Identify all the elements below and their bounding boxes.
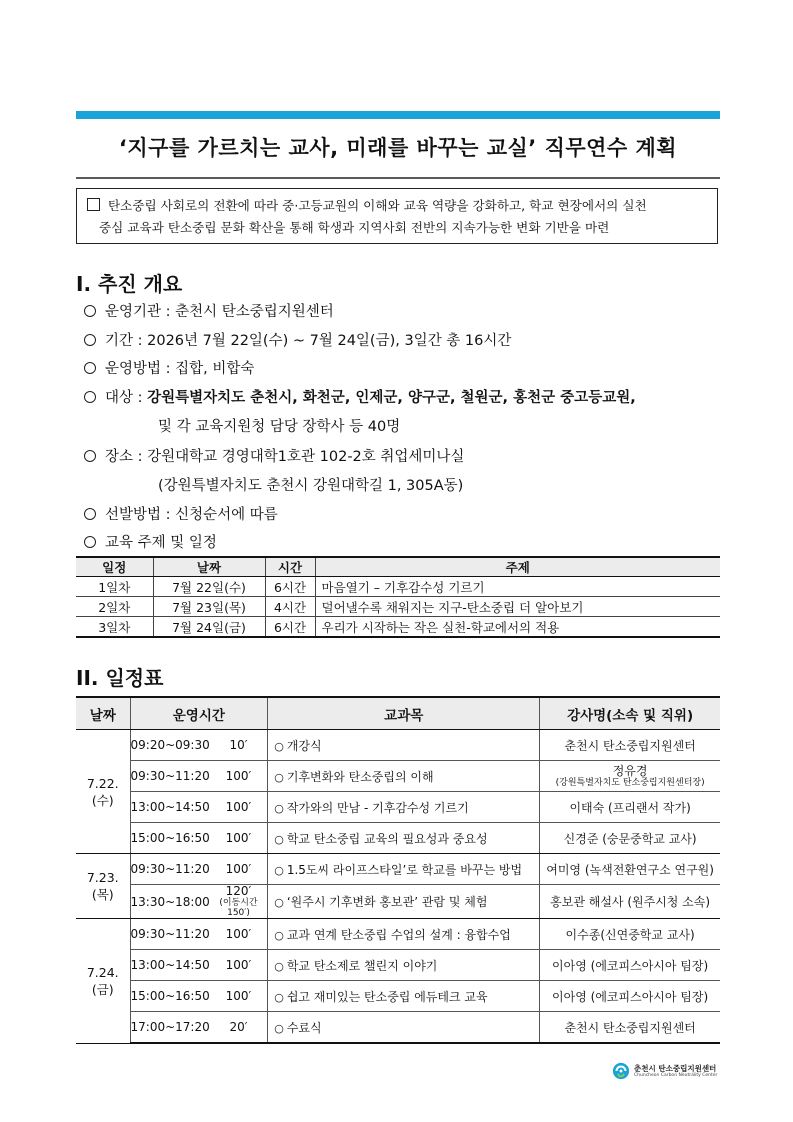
document-title: ‘지구를 가르치는 교사, 미래를 바꾸는 교실’ 직무연수 계획 bbox=[118, 136, 678, 160]
table-row bbox=[76, 597, 720, 617]
topic-day: 3일차 bbox=[76, 617, 153, 638]
overview-target bbox=[84, 386, 636, 410]
session-time: 13:00~14:50 bbox=[130, 792, 210, 823]
overview-topics bbox=[84, 531, 217, 555]
session-minutes: 100′ bbox=[210, 919, 268, 950]
table-row bbox=[76, 885, 720, 919]
session-time: 13:00~14:50 bbox=[130, 950, 210, 981]
circle-bullet-icon bbox=[84, 305, 96, 317]
session-instructor: 이아영 (에코피스아시아 팀장) bbox=[540, 950, 720, 981]
session-time: 13:30~18:00 bbox=[130, 885, 210, 919]
overview-method bbox=[84, 357, 254, 381]
session-minutes: 100′ bbox=[210, 792, 268, 823]
hollow-circle-icon: ○ bbox=[274, 1021, 284, 1035]
session-instructor: 춘천시 탄소중립지원센터 bbox=[540, 1012, 720, 1044]
hollow-circle-icon: ○ bbox=[274, 959, 284, 973]
topic-table-header bbox=[76, 557, 720, 577]
schedule-weekday: (목) bbox=[91, 887, 114, 902]
hollow-circle-icon: ○ bbox=[274, 832, 284, 846]
session-instructor: 춘천시 탄소중립지원센터 bbox=[540, 730, 720, 761]
session-course bbox=[268, 919, 540, 950]
hollow-circle-icon: ○ bbox=[274, 739, 284, 753]
session-course bbox=[268, 823, 540, 854]
overview-method-text: 운영방법 : 집합, 비합숙 bbox=[105, 361, 255, 377]
session-minutes bbox=[210, 885, 268, 919]
topic-hours: 4시간 bbox=[265, 597, 315, 617]
session-course bbox=[268, 792, 540, 823]
hollow-circle-icon: ○ bbox=[274, 928, 284, 942]
hollow-circle-icon: ○ bbox=[274, 863, 284, 877]
schedule-header-course: 교과목 bbox=[268, 697, 540, 730]
purpose-line-2: 중심 교육과 탄소중립 문화 확산을 통해 학생과 지역사회 전반의 지속가능한 변화 기반을 마련 bbox=[99, 220, 610, 235]
session-minutes: 100′ bbox=[210, 854, 268, 885]
logo-name-en: Chuncheon Carbon Neutrality Center bbox=[634, 1073, 718, 1078]
session-instructor-name: 정유경 bbox=[612, 763, 648, 778]
session-minutes-value: 120′ bbox=[225, 884, 252, 898]
schedule-header-instructor: 강사명(소속 및 직위) bbox=[540, 697, 720, 730]
schedule-weekday: (수) bbox=[91, 792, 114, 808]
schedule-header bbox=[76, 697, 720, 730]
table-row bbox=[76, 730, 720, 761]
session-course-text: 1.5도씨 라이프스타일’로 학교를 바꾸는 방법 bbox=[286, 862, 523, 877]
table-row bbox=[76, 577, 720, 597]
session-minutes: 10′ bbox=[210, 730, 268, 761]
topic-header-date: 날짜 bbox=[153, 557, 265, 577]
hollow-circle-icon: ○ bbox=[274, 801, 284, 815]
session-course bbox=[268, 761, 540, 792]
session-instructor: 이태숙 (프리랜서 작가) bbox=[540, 792, 720, 823]
session-instructor-affiliation: (강원특별자치도 탄소중립지원센터장) bbox=[555, 777, 705, 788]
session-time: 09:30~11:20 bbox=[130, 919, 210, 950]
session-course bbox=[268, 854, 540, 885]
table-row bbox=[76, 950, 720, 981]
logo-name: 춘천시 탄소중립지원센터 bbox=[634, 1064, 717, 1073]
circle-bullet-icon bbox=[84, 536, 96, 548]
center-logo bbox=[612, 1062, 722, 1082]
table-row bbox=[76, 1012, 720, 1044]
overview-target-label: 대상 : bbox=[105, 390, 148, 406]
session-minutes: 100′ bbox=[210, 950, 268, 981]
session-course bbox=[268, 950, 540, 981]
schedule-date-cell bbox=[76, 919, 130, 1044]
table-row bbox=[76, 981, 720, 1012]
topic-header-day: 일정 bbox=[76, 557, 153, 577]
session-course-text: 작가와의 만남 - 기후감수성 기르기 bbox=[286, 800, 469, 815]
purpose-line-1: 탄소중립 사회로의 전환에 따라 중·고등교원의 이해와 교육 역량을 강화하고, 학교 현장에서의 실천 bbox=[108, 198, 647, 213]
topic-date: 7월 24일(금) bbox=[153, 617, 265, 638]
session-time: 09:30~11:20 bbox=[130, 761, 210, 792]
schedule-date-cell bbox=[76, 730, 130, 854]
table-row bbox=[76, 761, 720, 792]
table-row bbox=[76, 854, 720, 885]
topic-hours: 6시간 bbox=[265, 577, 315, 597]
overview-selection bbox=[84, 503, 278, 527]
purpose-box bbox=[76, 188, 718, 244]
session-course bbox=[268, 981, 540, 1012]
schedule-date-cell bbox=[76, 854, 130, 919]
overview-selection-text: 선발방법 : 신청순서에 따름 bbox=[105, 507, 278, 523]
circle-bullet-icon bbox=[84, 334, 96, 346]
session-instructor: 이수종(신연중학교 교사) bbox=[540, 919, 720, 950]
topic-subject: 우리가 시작하는 작은 실천-학교에서의 적용 bbox=[315, 617, 720, 638]
session-course-text: 쉽고 재미있는 탄소중립 에듀테크 교육 bbox=[286, 989, 488, 1004]
section-1-heading: I. 추진 개요 bbox=[76, 272, 183, 296]
table-row bbox=[76, 617, 720, 638]
circle-bullet-icon bbox=[84, 362, 96, 374]
session-minutes: 20′ bbox=[210, 1012, 268, 1044]
session-time: 09:30~11:20 bbox=[130, 854, 210, 885]
overview-org-text: 운영기관 : 춘천시 탄소중립지원센터 bbox=[105, 304, 334, 320]
session-course-text: 학교 탄소중립 교육의 필요성과 중요성 bbox=[286, 831, 488, 846]
circle-bullet-icon bbox=[84, 450, 96, 462]
topic-table bbox=[76, 556, 720, 638]
session-minutes: 100′ bbox=[210, 981, 268, 1012]
hollow-circle-icon: ○ bbox=[274, 896, 284, 909]
session-course-text: 개강식 bbox=[286, 738, 322, 753]
session-course-text: ‘원주시 기후변화 홍보관’ 관람 및 체험 bbox=[286, 895, 488, 909]
topic-header-subject: 주제 bbox=[315, 557, 720, 577]
table-row bbox=[76, 919, 720, 950]
topic-day: 2일차 bbox=[76, 597, 153, 617]
overview-place-address: (강원특별자치도 춘천시 강원대학길 1, 305A동) bbox=[158, 478, 464, 494]
carbon-center-logo-icon bbox=[612, 1062, 630, 1080]
section-2-heading: II. 일정표 bbox=[76, 666, 164, 690]
hollow-circle-icon: ○ bbox=[274, 990, 284, 1004]
overview-place-text: 장소 : 강원대학교 경영대학1호관 102-2호 취업세미나실 bbox=[105, 449, 465, 465]
schedule-weekday: (금) bbox=[91, 981, 114, 997]
topic-hours: 6시간 bbox=[265, 617, 315, 638]
topic-date: 7월 23일(목) bbox=[153, 597, 265, 617]
session-course-text: 기후변화와 탄소중립의 이해 bbox=[286, 769, 434, 784]
session-course-text: 교과 연계 탄소중립 수업의 설계 : 융합수업 bbox=[286, 927, 511, 942]
circle-bullet-icon bbox=[84, 508, 96, 520]
session-time: 09:20~09:30 bbox=[130, 730, 210, 761]
session-instructor bbox=[540, 761, 720, 792]
hollow-circle-icon: ○ bbox=[274, 770, 284, 784]
session-instructor: 이아영 (에코피스아시아 팀장) bbox=[540, 981, 720, 1012]
session-instructor: 여미영 (녹색전환연구소 연구원) bbox=[540, 854, 720, 885]
topic-subject: 덜어낼수록 채워지는 지구-탄소중립 더 알아보기 bbox=[315, 597, 720, 617]
session-minutes: 100′ bbox=[210, 823, 268, 854]
topic-header-hours: 시간 bbox=[265, 557, 315, 577]
schedule-header-date: 날짜 bbox=[76, 697, 130, 730]
overview-target-cont: 및 각 교육지원청 담당 장학사 등 40명 bbox=[158, 419, 401, 435]
session-travel-time: (이동시간150′) bbox=[219, 898, 258, 918]
schedule-header-time: 운영시간 bbox=[130, 697, 268, 730]
overview-org bbox=[84, 300, 334, 324]
title-bottom-rule bbox=[76, 177, 720, 179]
table-row bbox=[76, 823, 720, 854]
circle-bullet-icon bbox=[84, 391, 96, 403]
session-instructor: 홍보관 해설사 (원주시청 소속) bbox=[540, 885, 720, 919]
overview-place bbox=[84, 445, 464, 469]
topic-subject: 마음열기 – 기후감수성 기르기 bbox=[315, 577, 720, 597]
session-instructor: 신경준 (숭문중학교 교사) bbox=[540, 823, 720, 854]
overview-topics-text: 교육 주제 및 일정 bbox=[105, 535, 217, 551]
schedule-date: 7.24. bbox=[86, 964, 119, 980]
table-row bbox=[76, 792, 720, 823]
overview-period-text: 기간 : 2026년 7월 22일(수) ~ 7월 24일(금), 3일간 총 16시간 bbox=[105, 333, 512, 349]
session-course-text: 학교 탄소제로 챌린지 이야기 bbox=[286, 958, 438, 973]
schedule-table bbox=[76, 696, 720, 1044]
session-course-text: 수료식 bbox=[286, 1020, 322, 1035]
session-minutes: 100′ bbox=[210, 761, 268, 792]
schedule-date: 7.22. bbox=[86, 775, 119, 791]
session-time: 15:00~16:50 bbox=[130, 981, 210, 1012]
schedule-date: 7.23. bbox=[86, 870, 119, 885]
session-course bbox=[268, 1012, 540, 1044]
title-top-bar bbox=[76, 111, 720, 119]
session-time: 17:00~17:20 bbox=[130, 1012, 210, 1044]
square-bullet-icon bbox=[87, 198, 100, 211]
topic-date: 7월 22일(수) bbox=[153, 577, 265, 597]
session-time: 15:00~16:50 bbox=[130, 823, 210, 854]
session-course bbox=[268, 730, 540, 761]
topic-day: 1일차 bbox=[76, 577, 153, 597]
session-course bbox=[268, 885, 540, 919]
overview-target-bold: 강원특별자치도 춘천시, 화천군, 인제군, 양구군, 철원군, 홍천군 중고등교원, bbox=[147, 390, 636, 406]
overview-period bbox=[84, 329, 511, 353]
